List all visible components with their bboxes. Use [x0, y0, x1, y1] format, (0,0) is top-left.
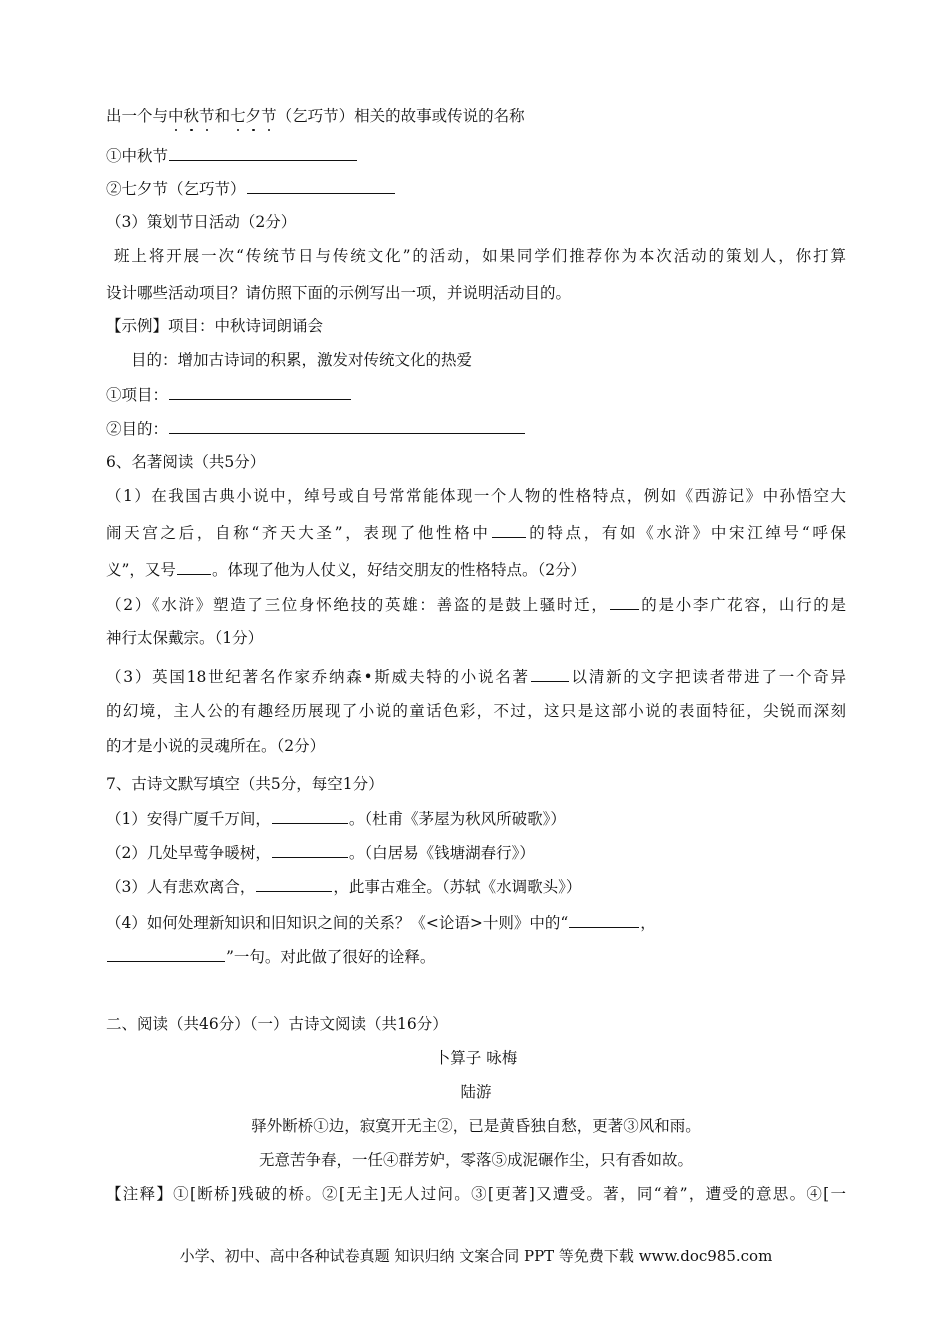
paragraph-line: 设计哪些活动项目？请仿照下面的示例写出一项，并说明活动目的。: [106, 284, 572, 302]
text: 。（杜甫《茅屋为秋风所破歌》）: [348, 810, 566, 828]
text: 的是小李广花容，山行的是: [639, 596, 846, 614]
text: （1）安得广厦千万间，: [106, 810, 271, 828]
poem-title: 卜算子 咏梅: [434, 1049, 518, 1067]
example-project: 【示例】项目：中秋诗词朗诵会: [106, 317, 324, 335]
paragraph-line: [106, 593, 846, 615]
text: 和: [214, 107, 231, 125]
text: （4）如何处理新知识和旧知识之间的关系？《<论语>十则》中的“: [106, 914, 569, 932]
answer-blank[interactable]: [272, 841, 348, 858]
answer-blank[interactable]: [531, 665, 569, 682]
paragraph-line: （1）在我国古典小说中，绰号或自号常常能体现一个人物的性格特点，例如《西游记》中孙悟空大: [106, 487, 846, 505]
q5-item2: [106, 177, 396, 199]
text: （乞巧节）相关的故事或传说的名称: [276, 107, 525, 125]
answer-blank[interactable]: [169, 144, 357, 161]
paragraph-line: [106, 665, 846, 687]
q7-item: [106, 875, 581, 897]
text: 出一个与: [106, 107, 169, 125]
text: 。体现了他为人仗义，好结交朋友的性格特点。（2分）: [211, 561, 587, 579]
answer-blank[interactable]: [247, 177, 395, 194]
poem-author: 陆游: [460, 1083, 492, 1101]
text: 义”，又号: [106, 561, 176, 579]
emphasis-char: 节: [261, 107, 277, 125]
label: ①中秋节: [106, 147, 169, 165]
example-purpose: 目的：增加古诗词的积累，激发对传统文化的热爱: [131, 351, 473, 369]
text: （2）《水浒》塑造了三位身怀绝技的英雄：善盗的是鼓上骚时迁，: [106, 596, 609, 614]
emphasis-char: 七: [230, 107, 246, 125]
paragraph-line: [106, 558, 586, 580]
answer-blank[interactable]: [177, 558, 211, 575]
text: （2）几处早莺争暖树，: [106, 844, 271, 862]
paragraph-line: 神行太保戴宗。（1分）: [106, 629, 264, 647]
answer-blank[interactable]: [569, 911, 639, 928]
emphasis-char: 中: [168, 107, 184, 125]
paragraph-line: [106, 521, 846, 543]
answer-blank[interactable]: [169, 417, 525, 434]
text: ，: [640, 914, 656, 932]
q7-item: [106, 911, 656, 933]
footer-text: 小学、初中、高中各种试卷真题 知识归纳 文案合同 PPT 等免费下载 www.doc985.com: [179, 1247, 773, 1265]
q6-title: 6、名著阅读（共5分）: [106, 453, 266, 471]
q5-item1: [106, 144, 358, 166]
q7-title: 7、古诗文默写填空（共5分，每空1分）: [106, 775, 384, 793]
emphasis-char: 节: [199, 107, 215, 125]
answer-blank[interactable]: [169, 383, 351, 400]
poem-notes: 【注释】①[断桥]残破的桥。②[无主]无人过问。③[更著]又遭受。著，同“着”，遭受的意思。④[一: [106, 1185, 846, 1203]
answer-blank[interactable]: [492, 521, 526, 538]
poem-line: 无意苦争春，一任④群芳妒，零落⑤成泥碾作尘，只有香如故。: [258, 1151, 693, 1169]
text: 以清新的文字把读者带进了一个奇异: [569, 668, 846, 686]
text: 的特点，有如《水浒》中宋江绰号“呼保: [526, 524, 846, 542]
paragraph-line: 班上将开展一次“传统节日与传统文化”的活动，如果同学们推荐你为本次活动的策划人，你打算: [114, 247, 846, 265]
label: ①项目：: [106, 386, 169, 404]
paragraph-line: 的才是小说的灵魂所在。（2分）: [106, 737, 326, 755]
label: ②目的：: [106, 420, 169, 438]
answer-project-line: [106, 383, 352, 405]
poem-line: 驿外断桥①边，寂寞开无主②，已是黄昏独自愁，更著③风和雨。: [251, 1117, 701, 1135]
text: 闹天宫之后，自称“齐天大圣”，表现了他性格中: [106, 524, 491, 542]
answer-blank[interactable]: [272, 807, 348, 824]
emphasis-char: 秋: [183, 107, 200, 125]
answer-blank[interactable]: [256, 875, 332, 892]
text: ，此事古难全。（苏轼《水调歌头》）: [333, 878, 582, 896]
answer-blank[interactable]: [107, 945, 225, 962]
subquestion-title: （3）策划节日活动（2分）: [106, 213, 297, 231]
part2-title: 二、阅读（共46分）（一）古诗文阅读（共16分）: [106, 1015, 448, 1033]
text: 。（白居易《钱塘湖春行》）: [348, 844, 535, 862]
emphasis-char: 夕: [245, 107, 262, 125]
q7-item-cont: [106, 945, 435, 967]
text: （3）人有悲欢离合，: [106, 878, 256, 896]
answer-blank[interactable]: [610, 593, 639, 610]
text: ”一句。对此做了很好的诠释。: [226, 948, 436, 966]
q5-intro: [106, 105, 525, 127]
q7-item: [106, 841, 535, 863]
answer-purpose-line: [106, 417, 526, 439]
label: ②七夕节（乞巧节）: [106, 180, 246, 198]
paragraph-line: 的幻境，主人公的有趣经历展现了小说的童话色彩，不过，这只是这部小说的表面特征，尖锐而深刻: [106, 702, 846, 720]
text: （3）英国18世纪著名作家乔纳森•斯威夫特的小说名著: [106, 668, 530, 686]
q7-item: [106, 807, 566, 829]
